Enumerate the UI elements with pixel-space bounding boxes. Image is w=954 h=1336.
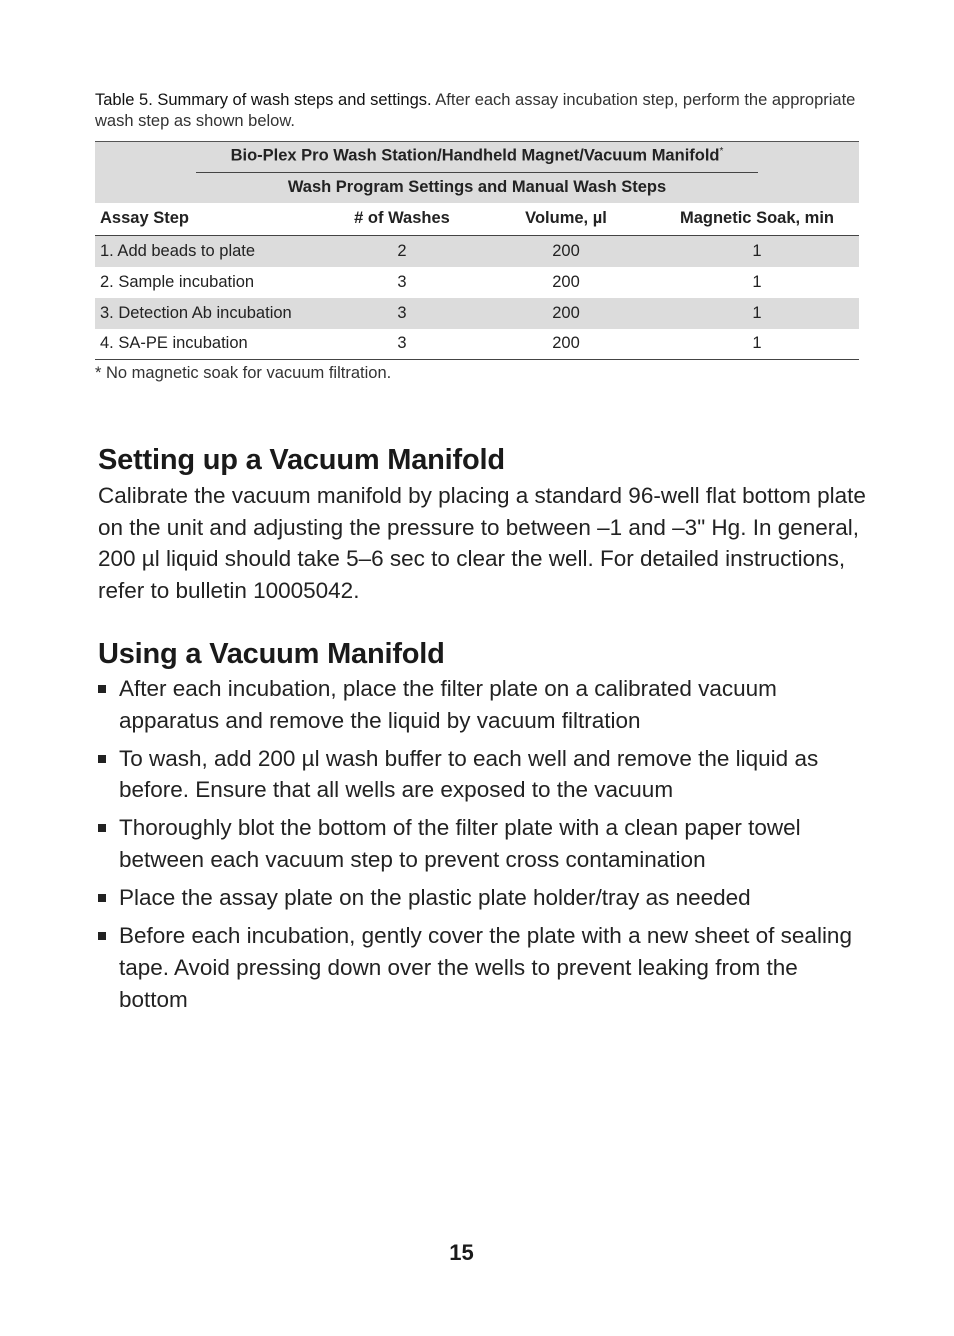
list-item — [98, 920, 864, 1015]
list-item — [98, 673, 864, 736]
list-item-text: Thoroughly blot the bottom of the filter plate with a clean paper towel between each vacuum step to prevent cross contamination — [119, 815, 801, 873]
table-group-header-text: Bio-Plex Pro Wash Station/Handheld Magnet/Vacuum Manifold — [230, 146, 720, 165]
table-footnote: * No magnetic soak for vacuum filtration. — [95, 364, 392, 382]
cell-volume: 200 — [552, 303, 580, 322]
column-header-assay-step: Assay Step — [95, 203, 327, 236]
cell-washes: 3 — [397, 303, 407, 322]
bullet-square-icon — [98, 824, 106, 832]
bullet-square-icon — [98, 755, 106, 763]
wash-settings-table — [95, 141, 859, 360]
cell-magnetic-soak: 1 — [655, 329, 859, 360]
column-header-volume: Volume, µl — [477, 203, 655, 236]
bullet-square-icon — [98, 894, 106, 902]
cell-assay-step: 3. Detection Ab incubation — [100, 303, 292, 322]
section-heading-using: Using a Vacuum Manifold — [98, 638, 445, 670]
column-header-magnetic-soak: Magnetic Soak, min — [655, 203, 859, 236]
table-caption-title: Table 5. Summary of wash steps and settings. — [95, 91, 432, 109]
setup-paragraph: Calibrate the vacuum manifold by placing a standard 96-well flat bottom plate on the unit and adjusting the pressure to between –1 and –3" Hg. In general, 200 µl liquid should take 5–6 sec to clear the well. For detailed instructions, refer to bulletin 10005042. — [98, 483, 866, 604]
table-column-header-row — [95, 203, 859, 236]
table-row — [95, 267, 859, 298]
list-item-text: After each incubation, place the filter plate on a calibrated vacuum apparatus and remove the liquid by vacuum filtration — [119, 676, 777, 733]
page-number: 15 — [449, 1240, 474, 1265]
table-row — [95, 298, 859, 329]
cell-magnetic-soak: 1 — [752, 241, 762, 260]
cell-volume: 200 — [552, 241, 580, 260]
cell-assay-step: 1. Add beads to plate — [100, 241, 256, 260]
cell-volume: 200 — [552, 272, 580, 291]
table-subheader: Wash Program Settings and Manual Wash Steps — [287, 178, 667, 196]
column-header-washes: # of Washes — [327, 203, 477, 236]
table-group-header — [196, 142, 758, 173]
cell-assay-step: 4. SA-PE incubation — [95, 329, 327, 360]
list-item — [98, 812, 864, 875]
list-item-text: Before each incubation, gently cover the plate with a new sheet of sealing tape. Avoid pressing down over the wells to prevent leaking from the bottom — [119, 923, 852, 1012]
cell-volume: 200 — [477, 329, 655, 360]
list-item-text: Place the assay plate on the plastic plate holder/tray as needed — [119, 885, 751, 911]
table-row — [95, 236, 859, 267]
table-caption — [95, 90, 859, 132]
using-bullet-list — [98, 673, 864, 1022]
table-row — [95, 329, 859, 360]
section-heading-setup: Setting up a Vacuum Manifold — [98, 444, 505, 476]
bullet-square-icon — [98, 932, 106, 940]
list-item — [98, 743, 864, 806]
list-item — [98, 882, 864, 914]
cell-washes: 3 — [397, 272, 407, 291]
cell-washes: 2 — [397, 241, 407, 260]
table-subheader-row — [95, 173, 859, 203]
cell-magnetic-soak: 1 — [752, 272, 762, 291]
footnote-marker: * — [719, 146, 724, 157]
table-group-header-row — [95, 142, 859, 173]
cell-assay-step: 2. Sample incubation — [100, 272, 255, 291]
cell-magnetic-soak: 1 — [752, 303, 762, 322]
bullet-square-icon — [98, 685, 106, 693]
table-caption-text: After each assay incubation step, perform the appropriate wash step as shown below. — [95, 91, 856, 130]
cell-washes: 3 — [327, 329, 477, 360]
list-item-text: To wash, add 200 µl wash buffer to each well and remove the liquid as before. Ensure that all wells are exposed to the vacuum — [119, 745, 819, 803]
